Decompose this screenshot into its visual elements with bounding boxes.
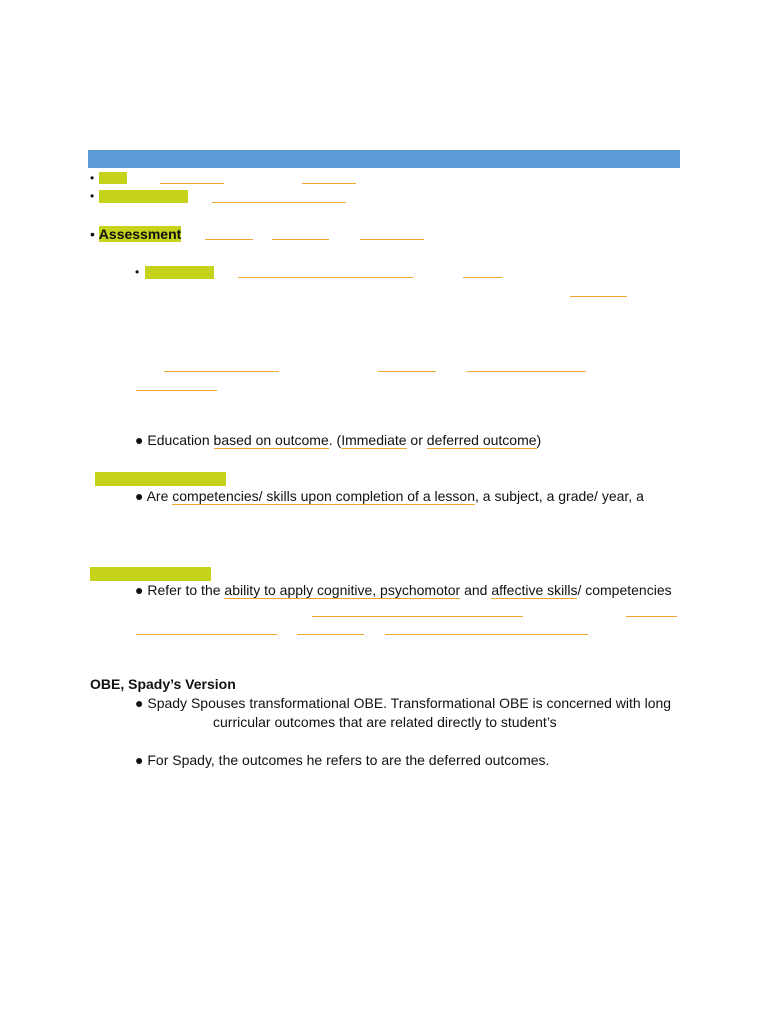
redacted-term xyxy=(145,266,214,279)
redacted-heading xyxy=(90,567,211,581)
text-run: and xyxy=(460,582,492,598)
text-run: , a subject, a grade/ year, a xyxy=(474,488,644,504)
redacted-blank xyxy=(164,371,279,372)
redacted-blank xyxy=(312,616,523,617)
text-run: or xyxy=(406,432,427,448)
header-band xyxy=(88,150,680,168)
text-run: Refer to the xyxy=(143,582,225,598)
redacted-blank xyxy=(626,616,677,617)
redacted-heading xyxy=(95,472,226,486)
ability-line xyxy=(135,582,672,598)
redacted-blank xyxy=(136,634,277,635)
underlined-term: competencies/ skills upon completion of a lesson xyxy=(172,488,475,504)
redacted-blank xyxy=(302,183,356,184)
round-bullet: ● xyxy=(135,752,144,768)
assessment-heading: Assessment xyxy=(98,226,182,242)
list-bullet: • xyxy=(90,171,95,185)
redacted-blank xyxy=(385,634,588,635)
spady-paragraph-1 xyxy=(135,695,671,711)
underlined-term: ability to apply cognitive, psychomotor xyxy=(224,582,461,598)
sub-bullet: • xyxy=(135,265,140,279)
redacted-blank xyxy=(297,634,364,635)
assessment-line xyxy=(90,226,181,242)
redacted-blank xyxy=(467,371,586,372)
round-bullet: ● xyxy=(135,695,144,711)
spady-paragraph-1-continued: curricular outcomes that are related directly to student’s xyxy=(213,714,557,730)
redacted-blank xyxy=(570,296,627,297)
redacted-blank xyxy=(212,202,346,203)
round-bullet: ● xyxy=(135,488,144,504)
redacted-blank xyxy=(378,371,436,372)
text-run: For Spady, the outcomes he refers to are the deferred outcomes. xyxy=(143,752,550,768)
round-bullet: ● xyxy=(135,582,144,598)
redacted-term xyxy=(99,172,127,184)
redacted-blank xyxy=(238,277,413,278)
round-bullet: ● xyxy=(135,432,144,448)
text-run: Spady Spouses transformational OBE. Transformational OBE is concerned with long xyxy=(143,695,672,711)
redacted-blank xyxy=(136,390,217,391)
text-run: ) xyxy=(536,432,542,448)
redacted-blank xyxy=(360,239,424,240)
education-line xyxy=(135,432,541,448)
underlined-term: Immediate xyxy=(341,432,407,448)
text-run: Are xyxy=(143,488,173,504)
underlined-term: based on outcome xyxy=(213,432,329,448)
redacted-blank xyxy=(463,277,502,278)
spady-paragraph-2 xyxy=(135,752,549,768)
redacted-term xyxy=(99,190,188,203)
competencies-line xyxy=(135,488,644,504)
section-title: OBE, Spady’s Version xyxy=(90,676,236,692)
list-bullet: • xyxy=(90,226,95,242)
text-run: . ( xyxy=(328,432,342,448)
list-bullet: • xyxy=(90,189,95,203)
underlined-term: deferred outcome xyxy=(426,432,537,448)
redacted-blank xyxy=(160,183,224,184)
underlined-term: affective skills xyxy=(491,582,578,598)
text-run: / competencies xyxy=(577,582,672,598)
text-run: Education xyxy=(143,432,214,448)
redacted-blank xyxy=(272,239,329,240)
redacted-blank xyxy=(205,239,253,240)
